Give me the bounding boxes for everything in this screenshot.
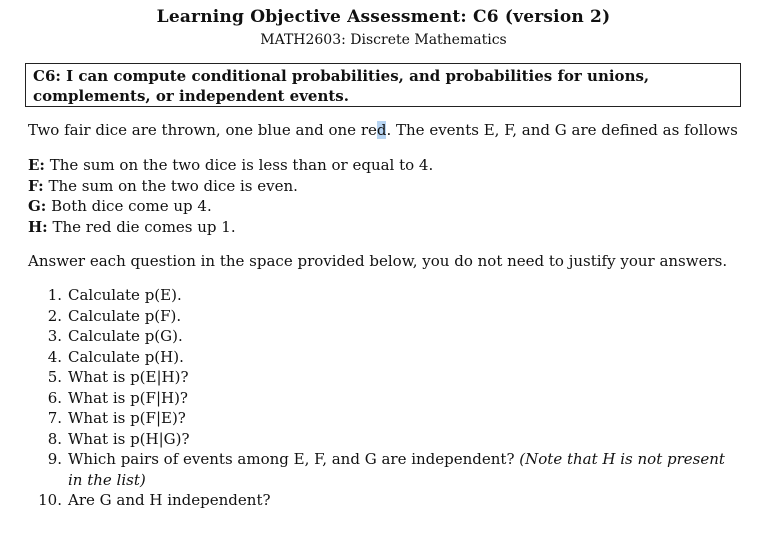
event-label: E:: [28, 156, 45, 174]
question-number: 8.: [47, 429, 62, 448]
document-title: Learning Objective Assessment: C6 (version 2): [156, 7, 611, 27]
question-text: What is p(H|G)?: [68, 429, 190, 448]
question-item: [28, 449, 748, 490]
event-definition: [28, 196, 433, 217]
course-name: MATH2603: Discrete Mathematics: [260, 32, 507, 48]
learning-objective-box: [25, 63, 741, 107]
question-text: Calculate p(E).: [68, 286, 182, 304]
event-label: G:: [28, 197, 47, 215]
question-number: 2.: [47, 306, 62, 325]
question-note: (Note that H is not present in the list): [68, 450, 725, 489]
event-text: The sum on the two dice is even.: [48, 176, 298, 195]
question-number: 9.: [47, 450, 62, 468]
learning-objective-text: C6: I can compute conditional probabilities, and probabilities for unions, complements, or independent events.: [33, 67, 650, 105]
question-text: Which pairs of events among E, F, and G are independent?: [68, 450, 515, 468]
question-number: 3.: [47, 327, 62, 345]
event-definition: [28, 155, 433, 176]
intro-text-after: . The events E, F, and G are defined as follows: [386, 121, 738, 139]
event-definition: [28, 176, 433, 197]
event-label: F:: [28, 176, 44, 195]
question-text: Calculate p(G).: [68, 327, 183, 345]
question-item: [28, 306, 748, 327]
problem-intro: [28, 121, 738, 139]
event-text: The sum on the two dice is less than or equal to 4.: [49, 156, 434, 174]
question-number: 7.: [47, 409, 62, 427]
intro-text-before: Two fair dice are thrown, one blue and one re: [28, 121, 377, 139]
question-number: 5.: [47, 368, 62, 386]
instructions: Answer each question in the space provided below, you do not need to justify your answers.: [28, 252, 728, 270]
text-cursor-highlight: d: [376, 121, 387, 139]
question-number: 10.: [38, 491, 62, 509]
question-item: [28, 388, 748, 409]
question-item: [28, 347, 748, 368]
question-text: Calculate p(H).: [68, 347, 184, 366]
question-item: [28, 429, 748, 450]
question-item: [28, 367, 748, 388]
question-number: 4.: [47, 347, 62, 366]
question-text: What is p(F|H)?: [68, 388, 188, 407]
event-label: H:: [28, 217, 48, 236]
question-number: 6.: [47, 388, 62, 407]
question-number: 1.: [47, 286, 62, 304]
question-text: Are G and H independent?: [68, 491, 271, 509]
event-text: Both dice come up 4.: [51, 197, 212, 215]
event-definition: [28, 217, 433, 238]
question-item: [28, 326, 748, 347]
question-list: [28, 285, 748, 511]
question-item: [28, 490, 748, 511]
question-text: Calculate p(F).: [68, 306, 182, 325]
event-text: The red die comes up 1.: [52, 217, 236, 236]
question-item: [28, 408, 748, 429]
question-item: [28, 285, 748, 306]
question-text: What is p(E|H)?: [68, 368, 189, 386]
event-definitions: [28, 155, 433, 237]
question-text: What is p(F|E)?: [68, 409, 186, 427]
